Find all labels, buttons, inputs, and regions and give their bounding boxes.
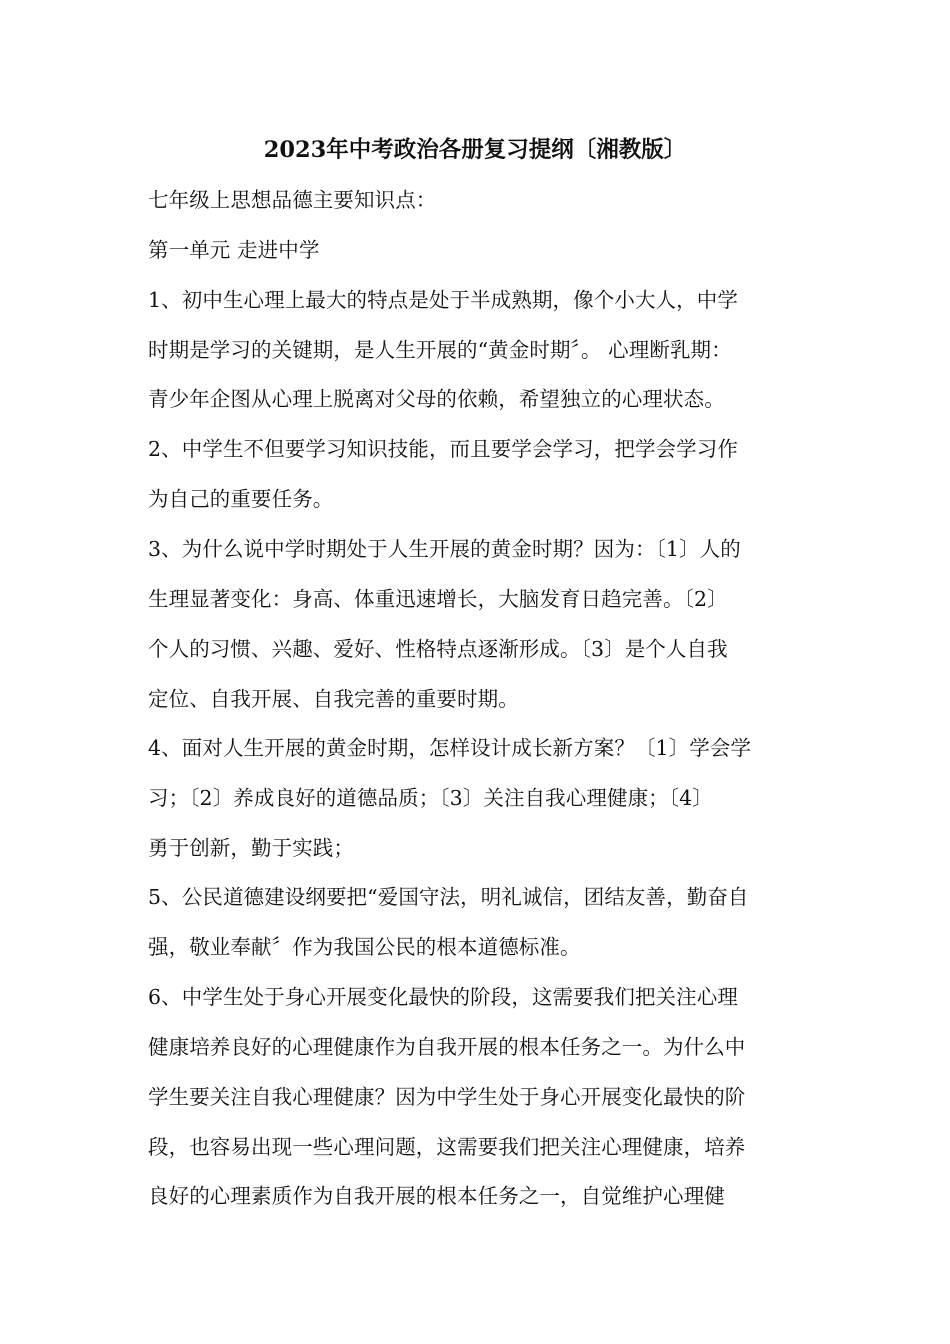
paragraph-line: 2、中学生不但要学习知识技能，而且要学会学习，把学会学习作 (148, 437, 738, 461)
paragraph-line: 青少年企图从心理上脱离对父母的依赖，希望独立的心理状态。 (148, 387, 725, 411)
paragraph-line: 3、为什么说中学时期处于人生开展的黄金时期？因为：〔1〕人的 (148, 537, 741, 561)
paragraph-line: 学生要关注自我心理健康？因为中学生处于身心开展变化最快的阶 (148, 1085, 746, 1109)
paragraph-line: 习；〔2〕养成良好的道德品质；〔3〕关注自我心理健康；〔4〕 (148, 786, 713, 810)
paragraph-line: 个人的习惯、兴趣、爱好、性格特点逐渐形成。〔3〕是个人自我 (148, 637, 728, 661)
paragraph-line: 定位、自我开展、自我完善的重要时期。 (148, 687, 519, 711)
paragraph-line: 勇于创新，勤于实践； (148, 836, 354, 860)
document-title: 2023年中考政治各册复习提纲〔湘教版〕 (263, 137, 687, 163)
paragraph-line: 5、公民道德建设纲要把“爱国守法，明礼诚信，团结友善，勤奋自 (148, 885, 749, 909)
paragraph-line: 6、中学生处于身心开展变化最快的阶段，这需要我们把关注心理 (148, 985, 738, 1009)
paragraph-line: 生理显著变化：身高、体重迅速增长，大脑发育日趋完善。〔2〕 (148, 587, 728, 611)
paragraph-line: 时期是学习的关键期，是人生开展的“黄金时期〞。 心理断乳期： (148, 338, 732, 362)
paragraph-line: 良好的心理素质作为自我开展的根本任务之一，自觉维护心理健 (148, 1184, 725, 1208)
paragraph-line: 强，敬业奉献〞作为我国公民的根本道德标准。 (148, 935, 581, 959)
unit-heading: 第一单元 走进中学 (148, 238, 320, 262)
section-heading: 七年级上思想品德主要知识点： (148, 188, 437, 212)
paragraph-line: 4、面对人生开展的黄金时期，怎样设计成长新方案？〔1〕学会学 (148, 736, 752, 760)
paragraph-line: 健康培养良好的心理健康作为自我开展的根本任务之一。为什么中 (148, 1035, 746, 1059)
paragraph-line: 1、初中生心理上最大的特点是处于半成熟期，像个小大人，中学 (148, 288, 738, 312)
paragraph-line: 为自己的重要任务。 (148, 487, 334, 511)
paragraph-line: 段，也容易出现一些心理问题，这需要我们把关注心理健康，培养 (148, 1135, 746, 1159)
